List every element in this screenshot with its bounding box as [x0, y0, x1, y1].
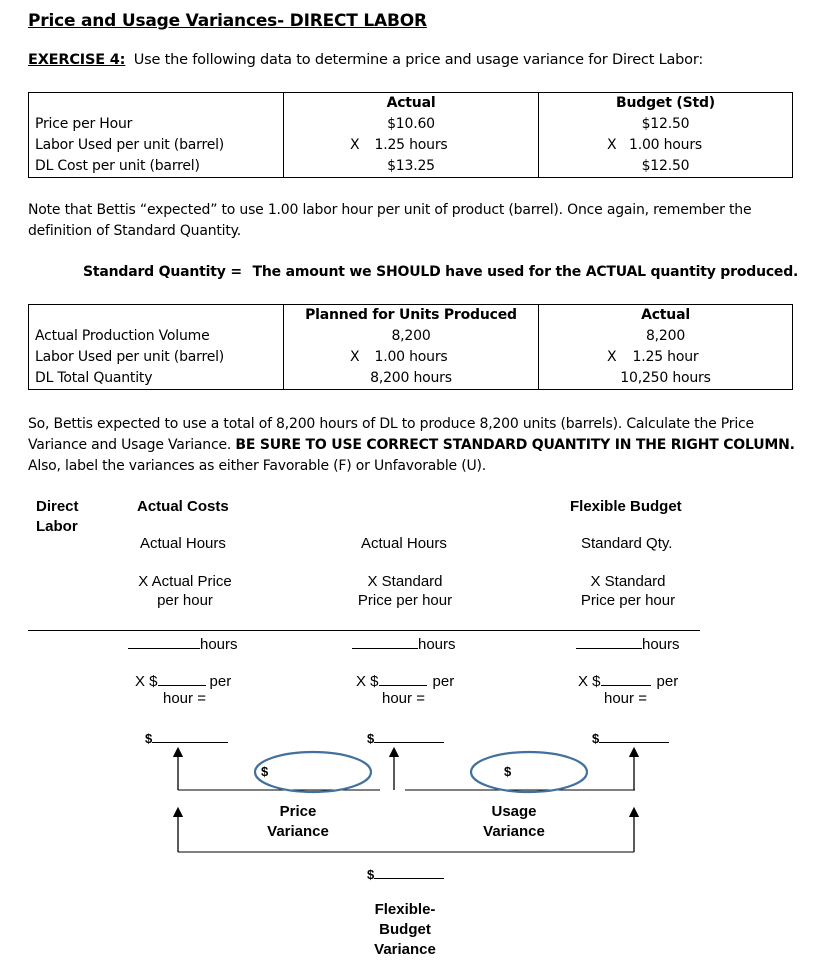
- col3-hours-label: Standard Qty.: [581, 535, 673, 552]
- times-dollar: X $: [578, 673, 601, 690]
- table-row-label: DL Cost per unit (barrel): [35, 158, 200, 174]
- table-cell: 10,250 hours: [620, 370, 711, 386]
- table-cell: 8,200: [391, 328, 431, 344]
- table-cell: $13.25: [387, 158, 435, 174]
- label-line: Price: [279, 803, 317, 820]
- label-line: Variance: [483, 823, 545, 840]
- hours-unit: hours: [200, 636, 238, 653]
- table-row-label: Labor Used per unit (barrel): [35, 137, 225, 153]
- label-line: Budget: [379, 921, 431, 938]
- std-qty-text: The amount we SHOULD have used for the ACTUAL quantity produced.: [252, 264, 799, 280]
- table-cell: 8,200 hours: [370, 370, 452, 386]
- note-line-1: Note that Bettis “expected” to use 1.00 labor hour per unit of product (barrel). Once again, remember the: [28, 202, 752, 218]
- usage-variance-circle: [471, 752, 587, 792]
- fbv-total: [367, 864, 444, 882]
- column-head-flexible-budget: Flexible Budget: [570, 498, 682, 515]
- para-line-3: Also, label the variances as either Favorable (F) or Unfavorable (U).: [28, 458, 487, 474]
- per-label: per: [656, 673, 679, 690]
- col3-hour-eq: hour =: [604, 690, 647, 707]
- label-line: Variance: [374, 941, 436, 958]
- fbv-label: [360, 900, 450, 960]
- price-label-line: Price per hour: [580, 592, 676, 609]
- price-label-line: Price per hour: [357, 592, 453, 609]
- column-header-planned: Planned for Units Produced: [305, 307, 517, 323]
- hours-unit: hours: [642, 636, 680, 653]
- multiply-sign: X: [607, 349, 617, 365]
- column-header-budget: Budget (Std): [616, 95, 715, 111]
- column-header-actual: Actual: [386, 95, 436, 111]
- multiply-sign: X: [607, 137, 617, 153]
- para-line-1: So, Bettis expected to use a total of 8,200 hours of DL to produce 8,200 units (barrels). Calculate the Price: [28, 416, 754, 432]
- table-cell: $12.50: [641, 158, 690, 174]
- dollar-sign: $: [145, 731, 153, 746]
- usage-variance-dollar: $: [504, 764, 512, 779]
- multiply-sign: X: [350, 349, 360, 365]
- per-label: per: [209, 673, 232, 690]
- usage-variance-label: [472, 803, 556, 840]
- times-dollar: X $: [135, 673, 158, 690]
- multiply-sign: X: [350, 137, 360, 153]
- table-row-label: Labor Used per unit (barrel): [35, 349, 225, 365]
- table-cell: 8,200: [645, 328, 686, 344]
- price-label-line: X Actual Price: [138, 573, 232, 590]
- price-variance-label: [256, 803, 340, 840]
- dollar-sign: $: [367, 867, 375, 882]
- label-line: Usage: [491, 803, 537, 820]
- price-variance-circle: [255, 752, 371, 792]
- table-cell: $12.50: [641, 116, 690, 132]
- table-cell: 1.00 hours: [629, 137, 702, 153]
- table-row-label: Actual Production Volume: [35, 328, 210, 344]
- fbv-input[interactable]: [374, 864, 444, 879]
- label-line: Flexible-: [374, 901, 436, 918]
- table-cell: 1.25 hours: [374, 137, 448, 153]
- std-qty-term: Standard Quantity =: [83, 264, 242, 280]
- table-cell: 1.00 hours: [374, 349, 448, 365]
- label-line: Variance: [267, 823, 329, 840]
- table-row-label: DL Total Quantity: [35, 370, 153, 386]
- exercise-text: Use the following data to determine a price and usage variance for Direct Labor:: [133, 52, 704, 68]
- price-label-line: per hour: [157, 592, 213, 609]
- para-emphasis: BE SURE TO USE CORRECT STANDARD QUANTITY IN THE RIGHT COLUMN.: [235, 437, 795, 453]
- dollar-sign: $: [367, 731, 375, 746]
- column-head-actual-costs: Actual Costs: [137, 498, 229, 515]
- table-row-label: Price per Hour: [35, 116, 133, 132]
- para-text: Variance and Usage Variance.: [28, 437, 236, 453]
- col1-hours-label: Actual Hours: [140, 535, 226, 552]
- row-label-direct: Direct: [36, 498, 79, 515]
- per-label: per: [432, 673, 455, 690]
- col1-hour-eq: hour =: [163, 690, 206, 707]
- note-line-2: definition of Standard Quantity.: [28, 223, 241, 239]
- table-cell: $10.60: [387, 116, 435, 132]
- table-cell: 1.25 hour: [632, 349, 699, 365]
- hours-unit: hours: [418, 636, 456, 653]
- page-title: Price and Usage Variances- DIRECT LABOR: [28, 11, 427, 31]
- row-label-labor: Labor: [36, 518, 78, 535]
- price-label-line: X Standard: [367, 573, 443, 590]
- price-label-line: X Standard: [590, 573, 666, 590]
- exercise-label: EXERCISE 4:: [28, 52, 126, 68]
- times-dollar: X $: [356, 673, 379, 690]
- col2-hour-eq: hour =: [382, 690, 425, 707]
- column-header-actual: Actual: [641, 307, 690, 323]
- col2-hours-label: Actual Hours: [361, 535, 447, 552]
- dollar-sign: $: [592, 731, 600, 746]
- price-variance-dollar: $: [261, 764, 269, 779]
